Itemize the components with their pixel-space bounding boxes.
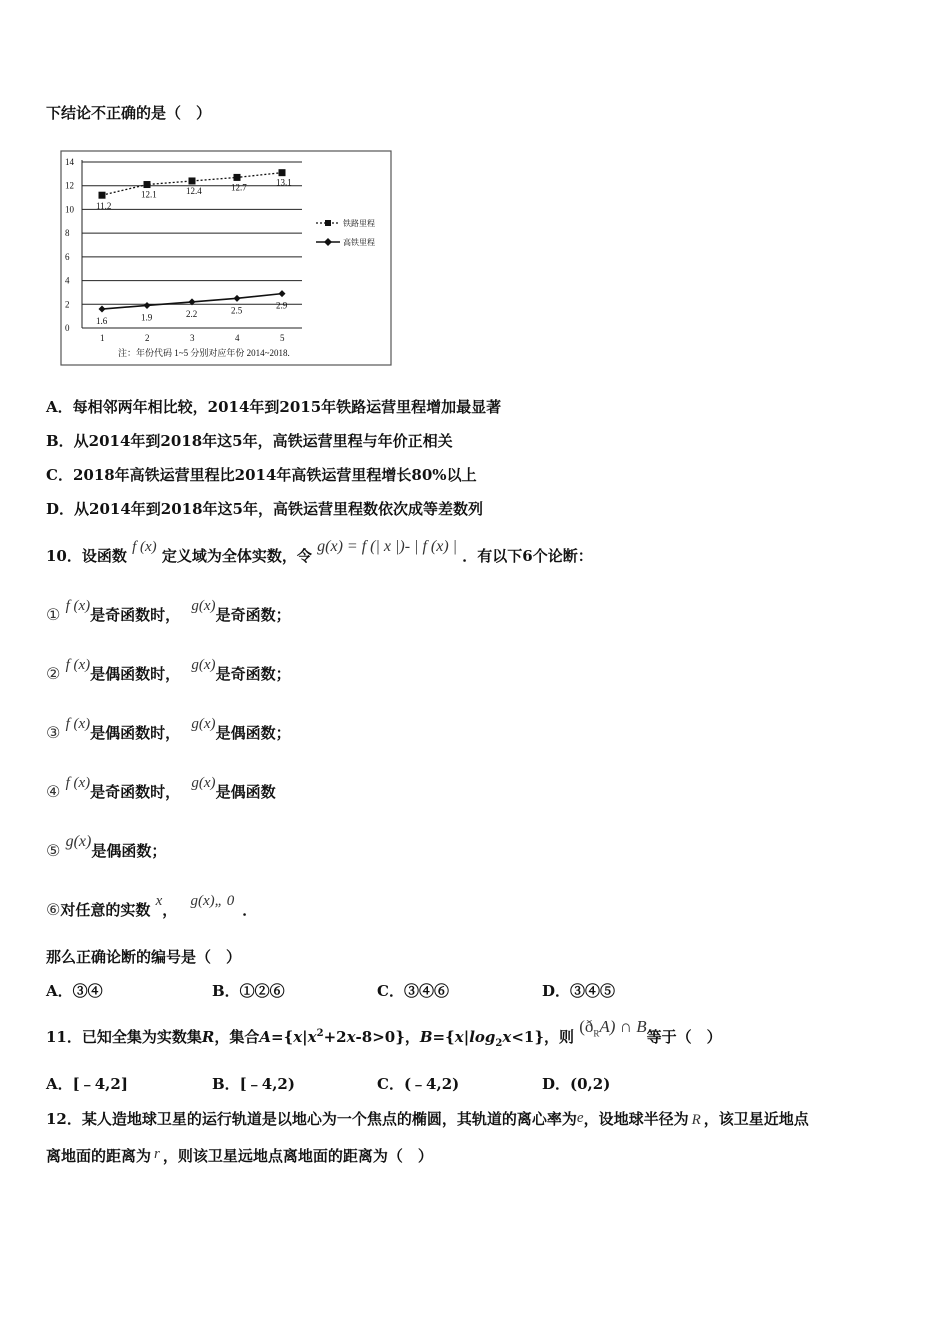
q10-option-a[interactable]: A．③④ xyxy=(46,982,103,1000)
hsr-label-3: 2.2 xyxy=(186,308,198,319)
q10-option-c[interactable]: C．③④⑥ xyxy=(377,982,449,1000)
q10-item-1-f: f (x) xyxy=(65,598,91,614)
q10-item-2-a: 是偶函数时， xyxy=(90,665,181,683)
legend-label-railway: 铁路里程 xyxy=(343,219,375,228)
railway-label-3: 12.4 xyxy=(186,185,202,196)
y-tick-label-12: 12 xyxy=(65,180,74,191)
q10-number: 10．设函数 xyxy=(46,547,127,565)
q11-x1: x xyxy=(293,1028,303,1046)
q10-item-6-a: 对任意的实数 xyxy=(60,901,151,919)
q11-mid: +2 xyxy=(323,1028,347,1046)
q12-line1b: ，设地球半径为 xyxy=(583,1110,689,1128)
y-tick-label-2: 2 xyxy=(65,299,70,310)
q10-option-b[interactable]: B．①②⑥ xyxy=(212,982,285,1000)
q10-item-4-f: f (x) xyxy=(65,775,91,791)
q12-line2b: ，则该卫星远地点离地面的距离为（ ） xyxy=(162,1147,433,1165)
railway-point-5 xyxy=(279,169,286,176)
chart-note: 注：年份代码 1~5 分别对应年份 2014~2018. xyxy=(118,348,290,358)
railway-point-1 xyxy=(99,192,106,199)
q12-line1c: ，该卫星近地点 xyxy=(703,1110,809,1128)
q11-R: R xyxy=(201,1028,215,1046)
q11-option-c[interactable]: C．(﹣4,2) xyxy=(377,1075,460,1093)
q11-x2: x xyxy=(307,1028,317,1046)
q10-item-2-f: f (x) xyxy=(65,657,91,673)
hsr-label-2: 1.9 xyxy=(141,312,153,323)
q10-item-6-mark: ⑥ xyxy=(46,900,61,919)
q12-line-1 xyxy=(46,1108,809,1129)
railway-label-2: 12.1 xyxy=(141,189,157,200)
hsr-label-4: 2.5 xyxy=(231,305,243,316)
x-tick-label-1: 1 xyxy=(100,333,105,343)
q9-option-b[interactable]: B．从2014年到2018年这5年，高铁运营里程与年价正相关 xyxy=(46,432,453,450)
q10-item-6-comma: ， xyxy=(162,901,178,919)
q10-fx: f (x) xyxy=(132,539,157,555)
q11-expr2: A) ∩ B xyxy=(599,1017,647,1036)
q11-bar: | xyxy=(302,1028,308,1046)
q9-option-d[interactable]: D．从2014年到2018年这5年，高铁运营里程数依次成等差数列 xyxy=(46,500,483,518)
q11-stem xyxy=(46,1017,722,1049)
q10-item-2-b: 是奇函数； xyxy=(215,665,291,683)
q10-item-5-mark: ⑤ xyxy=(46,841,61,860)
x-tick-label-4: 4 xyxy=(235,333,240,343)
railway-label-4: 12.7 xyxy=(231,182,247,193)
q10-item-2-mark: ② xyxy=(46,664,61,683)
q11-option-d[interactable]: D．(0,2) xyxy=(542,1075,611,1093)
q10-item-3 xyxy=(46,716,291,743)
q11-A: A xyxy=(259,1028,271,1046)
q11-option-b[interactable]: B．[﹣4,2) xyxy=(212,1075,295,1093)
q11-x3: x xyxy=(346,1028,356,1046)
q11-x5: x xyxy=(502,1028,512,1046)
q10-item-5 xyxy=(46,833,167,861)
q10-option-d[interactable]: D．③④⑤ xyxy=(542,982,616,1000)
q10-item-3-a: 是偶函数时， xyxy=(90,724,181,742)
y-tick-label-6: 6 xyxy=(65,251,70,262)
railway-label-1: 11.2 xyxy=(96,201,112,212)
q10-item-3-b: 是偶函数； xyxy=(215,724,291,742)
q10-ask: 那么正确论断的编号是（ ） xyxy=(46,948,242,966)
q11-x4: x xyxy=(454,1028,464,1046)
q11-set: ，集合 xyxy=(214,1028,260,1046)
q10-item-1-a: 是奇函数时， xyxy=(90,606,181,624)
q11-rest2: <1}，则 xyxy=(511,1028,574,1046)
x-tick-label-2: 2 xyxy=(145,333,150,343)
q10-mid: 定义域为全体实数，令 xyxy=(161,547,312,565)
q10-item-6-dot: ． xyxy=(242,901,258,919)
q11-bar2: | xyxy=(463,1028,470,1046)
q10-item-4-g: g(x) xyxy=(191,775,216,791)
q11-subR: R xyxy=(593,1028,600,1039)
legend-marker-railway xyxy=(325,220,331,226)
hsr-label-5: 2.9 xyxy=(276,300,288,311)
q10-item-4 xyxy=(46,775,276,802)
q10-gdef: g(x) = f (| x |)- | f (x) | xyxy=(317,538,458,555)
q10-item-3-f: f (x) xyxy=(65,716,91,732)
y-tick-label-8: 8 xyxy=(65,228,70,239)
q11-rest: -8>0}， xyxy=(355,1028,420,1046)
q10-item-5-b: 是偶函数； xyxy=(91,842,167,860)
q9-option-c[interactable]: C．2018年高铁运营里程比2014年高铁运营里程增长80%以上 xyxy=(46,466,477,484)
q11-option-a[interactable]: A．[﹣4,2] xyxy=(46,1075,128,1093)
hsr-label-1: 1.6 xyxy=(96,316,108,327)
q10-item-6 xyxy=(46,893,258,920)
q10-stem xyxy=(46,538,593,566)
railway-point-2 xyxy=(144,181,151,188)
q10-item-5-g: g(x) xyxy=(65,833,92,850)
railway-point-4 xyxy=(234,174,241,181)
q11-pre: 11．已知全集为实数集 xyxy=(46,1028,202,1046)
y-tick-label-4: 4 xyxy=(65,275,70,286)
q11-tail: 等于（ ） xyxy=(646,1028,722,1046)
q10-item-1-mark: ① xyxy=(46,605,61,624)
chart-frame xyxy=(61,151,391,365)
question-intro: 下结论不正确的是（ ） xyxy=(46,104,212,122)
q10-end: ．有以下6个论断： xyxy=(462,547,593,565)
railway-label-5: 13.1 xyxy=(276,177,292,188)
railway-point-3 xyxy=(189,177,196,184)
q10-item-2 xyxy=(46,657,291,684)
q12-e: e xyxy=(576,1110,584,1126)
q10-item-1-g: g(x) xyxy=(191,598,216,614)
q9-option-a[interactable]: A．每相邻两年相比较，2014年到2015年铁路运营里程增加最显著 xyxy=(46,398,502,416)
q10-item-4-a: 是奇函数时， xyxy=(90,783,181,801)
y-tick-label-14: 14 xyxy=(65,157,74,167)
legend-label-hsr: 高铁里程 xyxy=(343,238,375,247)
q10-item-3-mark: ③ xyxy=(46,723,61,742)
line-chart xyxy=(60,150,392,366)
q11-eq2: ={ xyxy=(432,1028,455,1046)
q10-item-2-g: g(x) xyxy=(191,657,216,673)
q10-item-4-b: 是偶函数 xyxy=(215,783,276,801)
q11-log: log xyxy=(469,1028,496,1046)
q12-line2a: 离地面的距离为 xyxy=(46,1147,152,1165)
q10-item-3-g: g(x) xyxy=(191,716,216,732)
q10-item-4-mark: ④ xyxy=(46,782,61,801)
q11-expr: $(ð_RA)$ ∩ B xyxy=(579,1017,647,1039)
y-tick-label-0: 0 xyxy=(65,323,70,333)
q12-r: r xyxy=(154,1146,160,1162)
q10-item-6-ineq: g(x)„ 0 xyxy=(190,893,235,909)
q11-sup2: 2 xyxy=(316,1028,324,1039)
q10-item-1-b: 是奇函数； xyxy=(215,606,291,624)
x-tick-label-5: 5 xyxy=(280,333,285,343)
q11-eq: ={ xyxy=(271,1028,294,1046)
q10-item-6-x: x xyxy=(155,893,163,909)
q10-item-1 xyxy=(46,598,291,625)
q11-B: B xyxy=(419,1028,433,1046)
q12-R: R xyxy=(691,1112,701,1128)
q11-sub2: 2 xyxy=(495,1038,503,1049)
q12-line1a: 12．某人造地球卫星的运行轨道是以地心为一个焦点的椭圆，其轨道的离心率为 xyxy=(46,1110,577,1128)
y-tick-label-10: 10 xyxy=(65,204,74,215)
x-tick-label-3: 3 xyxy=(190,333,195,343)
q12-line-2 xyxy=(46,1145,433,1166)
